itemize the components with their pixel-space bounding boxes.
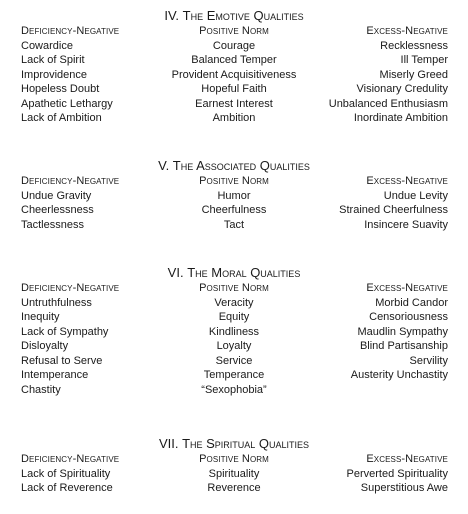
positive-norm-cell: Veracity	[214, 296, 254, 309]
table-row	[0, 97, 468, 112]
section-title: IV. The Emotive Qualities	[164, 8, 304, 23]
table-row	[0, 53, 468, 68]
positive-norm-cell: Earnest Interest	[195, 97, 273, 110]
deficiency-negative-cell: Lack of Reverence	[21, 482, 113, 494]
positive-norm-cell: Equity	[218, 311, 250, 323]
deficiency-negative-cell: Cheerlessness	[21, 204, 94, 216]
deficiency-negative-cell: Intemperance	[21, 369, 89, 381]
positive-norm-header: Positive Norm	[199, 175, 269, 187]
positive-norm-cell: Balanced Temper	[191, 54, 277, 66]
positive-norm-cell: Provident Acquisitiveness	[171, 68, 297, 81]
column-header-row	[0, 24, 468, 39]
table-row	[0, 325, 468, 340]
deficiency-negative-cell: Tactlessness	[21, 218, 84, 231]
excess-negative-cell: Censoriousness	[369, 311, 448, 323]
positive-norm-cell: Ambition	[212, 112, 256, 124]
deficiency-negative-cell: Hopeless Doubt	[21, 83, 100, 95]
table-row	[0, 339, 468, 354]
excess-negative-cell: Superstitious Awe	[360, 482, 448, 494]
positive-norm-cell: Courage	[212, 39, 256, 52]
section-title: VI. The Moral Qualities	[167, 265, 301, 280]
positive-norm-cell: Reverence	[207, 482, 261, 494]
excess-negative-header: Excess-Negative	[366, 25, 448, 37]
excess-negative-header: Excess-Negative	[366, 282, 448, 294]
section-title: V. The Associated Qualities	[158, 158, 310, 173]
table-row	[0, 111, 468, 126]
deficiency-negative-cell: Cowardice	[21, 39, 73, 52]
excess-negative-cell: Austerity Unchastity	[350, 369, 448, 381]
column-header-row	[0, 174, 468, 189]
deficiency-negative-cell: Lack of Spirit	[21, 54, 85, 66]
excess-negative-cell: Visionary Credulity	[356, 83, 448, 95]
excess-negative-header: Excess-Negative	[366, 453, 448, 465]
table-row	[0, 39, 468, 54]
table-row	[0, 310, 468, 325]
excess-negative-cell: Blind Partisanship	[359, 340, 448, 352]
deficiency-negative-cell: Chastity	[21, 383, 61, 396]
deficiency-negative-cell: Lack of Ambition	[21, 112, 102, 124]
positive-norm-cell: “Sexophobia”	[201, 383, 267, 396]
excess-negative-cell: Servility	[409, 354, 448, 367]
excess-negative-cell: Ill Temper	[400, 54, 448, 66]
deficiency-negative-header: Deficiency-Negative	[21, 25, 120, 37]
table-row	[0, 481, 468, 496]
positive-norm-cell: Temperance	[203, 369, 265, 381]
column-header-row	[0, 452, 468, 467]
excess-negative-cell: Inordinate Ambition	[353, 112, 448, 124]
positive-norm-cell: Spirituality	[208, 467, 260, 480]
table-row	[0, 383, 468, 398]
table-row	[0, 218, 468, 233]
table-row	[0, 354, 468, 369]
column-header-row	[0, 281, 468, 296]
deficiency-negative-cell: Inequity	[21, 311, 60, 323]
deficiency-negative-cell: Disloyalty	[21, 340, 69, 352]
positive-norm-cell: Service	[215, 354, 253, 367]
excess-negative-cell: Strained Cheerfulness	[339, 204, 448, 216]
table-row	[0, 467, 468, 482]
deficiency-negative-cell: Undue Gravity	[21, 189, 92, 202]
excess-negative-cell: Insincere Suavity	[364, 218, 448, 231]
table-row	[0, 82, 468, 97]
deficiency-negative-header: Deficiency-Negative	[21, 453, 120, 465]
excess-negative-cell: Maudlin Sympathy	[357, 325, 448, 338]
positive-norm-cell: Tact	[223, 218, 245, 231]
positive-norm-cell: Humor	[217, 189, 251, 202]
excess-negative-cell: Morbid Candor	[375, 296, 448, 309]
table-row	[0, 68, 468, 83]
table-row	[0, 189, 468, 204]
section-title: VII. The Spiritual Qualities	[158, 436, 310, 451]
deficiency-negative-cell: Improvidence	[21, 68, 88, 81]
deficiency-negative-cell: Lack of Sympathy	[21, 325, 109, 338]
excess-negative-header: Excess-Negative	[366, 175, 448, 187]
positive-norm-cell: Hopeful Faith	[201, 83, 267, 95]
table-row	[0, 296, 468, 311]
deficiency-negative-cell: Refusal to Serve	[21, 354, 103, 367]
deficiency-negative-header: Deficiency-Negative	[21, 282, 120, 294]
table-row	[0, 203, 468, 218]
positive-norm-header: Positive Norm	[199, 282, 269, 294]
deficiency-negative-cell: Lack of Spirituality	[21, 467, 111, 480]
positive-norm-cell: Loyalty	[216, 340, 252, 352]
table-row	[0, 368, 468, 383]
excess-negative-cell: Perverted Spirituality	[346, 467, 448, 480]
excess-negative-cell: Unbalanced Enthusiasm	[328, 97, 448, 110]
positive-norm-cell: Kindliness	[208, 325, 260, 338]
excess-negative-cell: Undue Levity	[383, 189, 448, 202]
deficiency-negative-cell: Untruthfulness	[21, 296, 92, 309]
deficiency-negative-cell: Apathetic Lethargy	[21, 97, 113, 110]
excess-negative-cell: Recklessness	[380, 39, 448, 52]
positive-norm-header: Positive Norm	[199, 453, 269, 465]
deficiency-negative-header: Deficiency-Negative	[21, 175, 120, 187]
excess-negative-cell: Miserly Greed	[379, 68, 448, 81]
positive-norm-header: Positive Norm	[199, 25, 269, 37]
positive-norm-cell: Cheerfulness	[201, 204, 267, 216]
